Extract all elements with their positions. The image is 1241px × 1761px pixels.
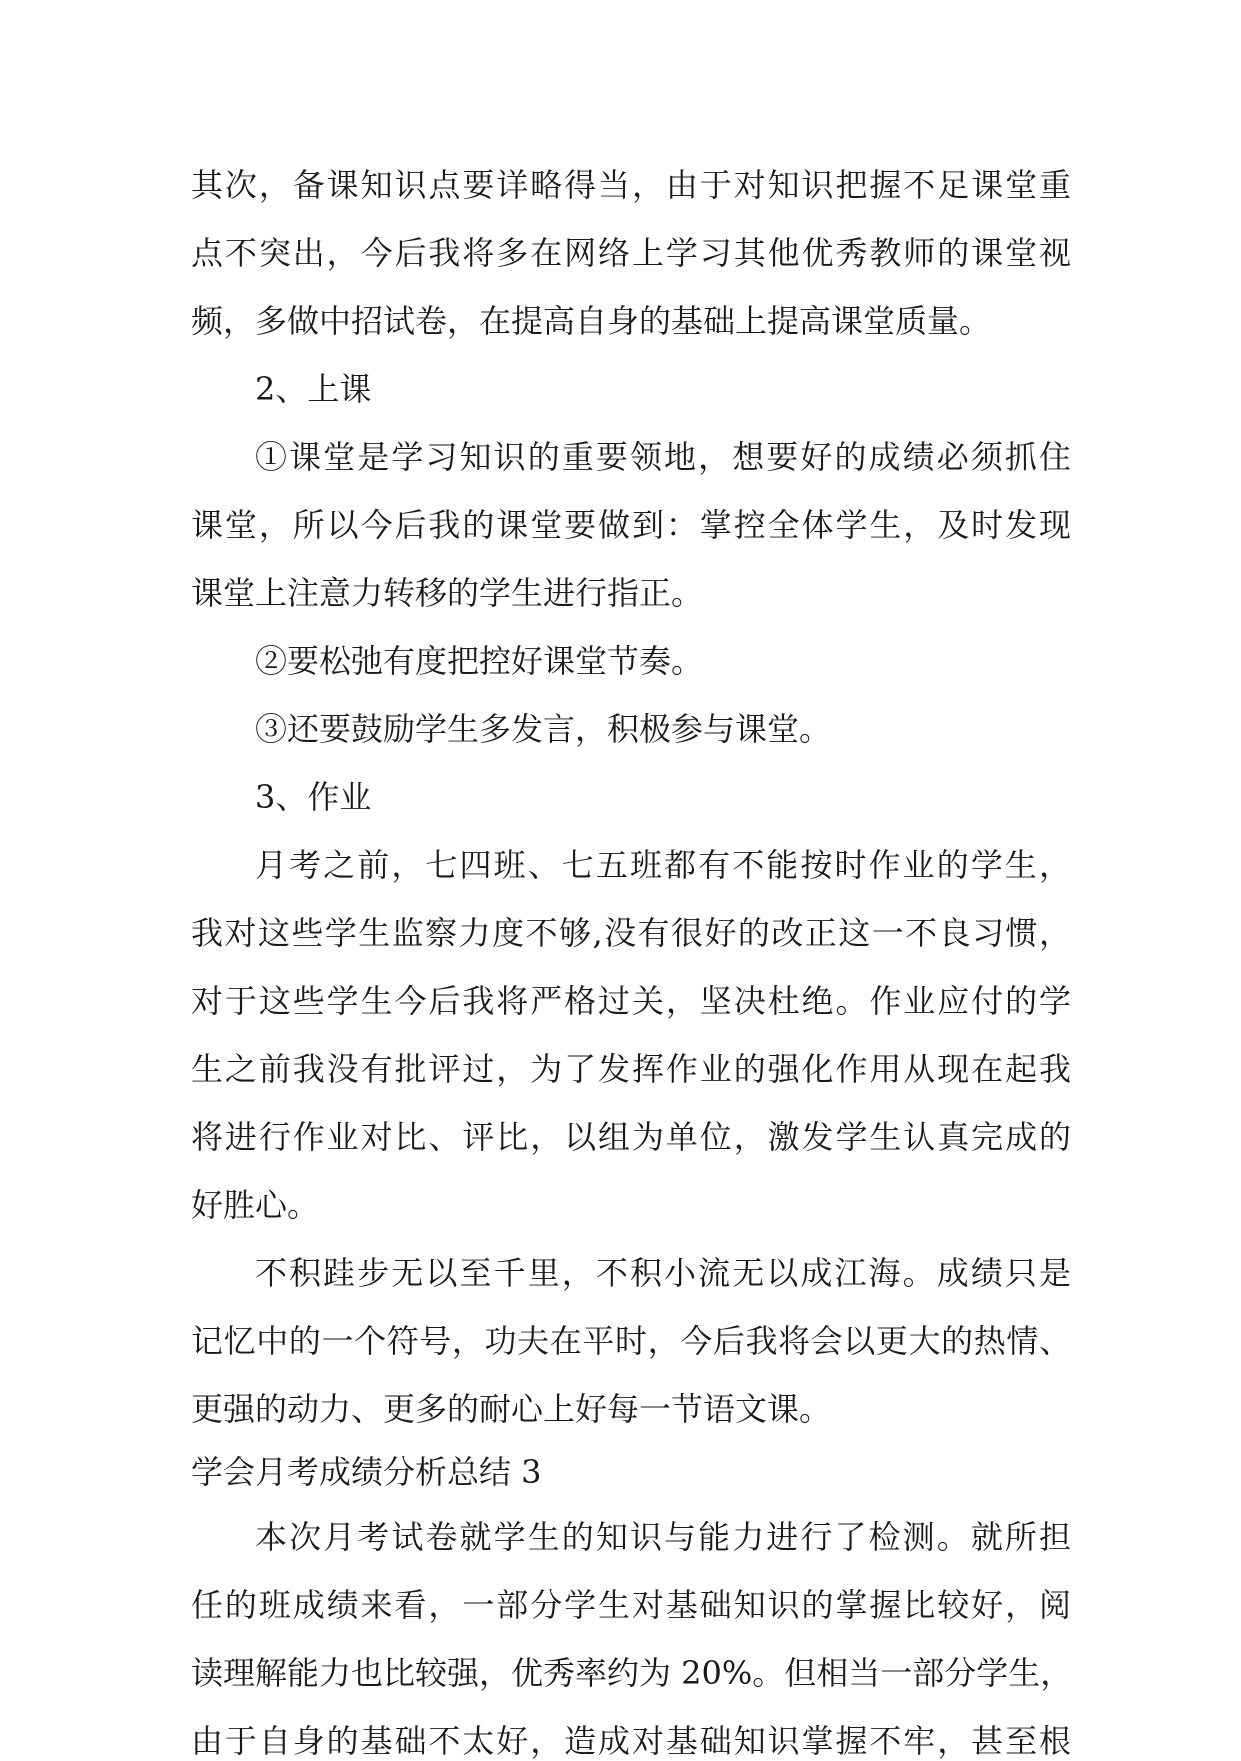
paragraph-line: 本次月考试卷就学生的知识与能力进行了检测。就所担 [255,1518,1071,1556]
paragraph-line: 点不突出，今后我将多在网络上学习其他优秀教师的课堂视 [191,234,1071,272]
paragraph-line: 生之前我没有批评过，为了发挥作业的强化作用从现在起我 [191,1050,1071,1088]
paragraph-line: 将进行作业对比、评比，以组为单位，激发学生认真完成的 [191,1118,1071,1156]
paragraph-line: 我对这些学生监察力度不够,没有很好的改正这一不良习惯， [191,914,1071,952]
paragraph-line: 课堂上注意力转移的学生进行指正。 [191,574,704,612]
paragraph-line: 频，多做中招试卷，在提高自身的基础上提高课堂质量。 [191,302,992,340]
paragraph-line: ②要松弛有度把控好课堂节奏。 [255,642,704,680]
paragraph-line: 其次，备课知识点要详略得当，由于对知识把握不足课堂重 [191,166,1071,204]
paragraph-line: 记忆中的一个符号，功夫在平时，今后我将会以更大的热情、 [191,1322,1071,1360]
paragraph-line: 由于自身的基础不太好，造成对基础知识掌握不牢，甚至根 [191,1722,1071,1760]
paragraph-line: 不积跬步无以至千里，不积小流无以成江海。成绩只是 [255,1254,1071,1292]
paragraph-line: 对于这些学生今后我将严格过关，坚决杜绝。作业应付的学 [191,982,1071,1020]
paragraph-line: 课堂，所以今后我的课堂要做到：掌控全体学生，及时发现 [191,506,1071,544]
paragraph-line: ③还要鼓励学生多发言，积极参与课堂。 [255,710,832,748]
section-heading: 3、作业 [255,778,372,816]
paragraph-line: 读理解能力也比较强，优秀率约为 20%。但相当一部分学生， [191,1654,1073,1692]
paragraph-line: 更强的动力、更多的耐心上好每一节语文课。 [191,1390,832,1428]
paragraph-line: ①课堂是学习知识的重要领地，想要好的成绩必须抓住 [255,438,1071,476]
paragraph-line: 好胜心。 [191,1186,320,1224]
paragraph-line: 月考之前，七四班、七五班都有不能按时作业的学生， [255,846,1071,884]
paragraph-line: 任的班成绩来看，一部分学生对基础知识的掌握比较好，阅 [191,1586,1071,1624]
section-heading: 2、上课 [255,370,372,408]
section-title: 学会月考成绩分析总结 3 [191,1453,542,1491]
